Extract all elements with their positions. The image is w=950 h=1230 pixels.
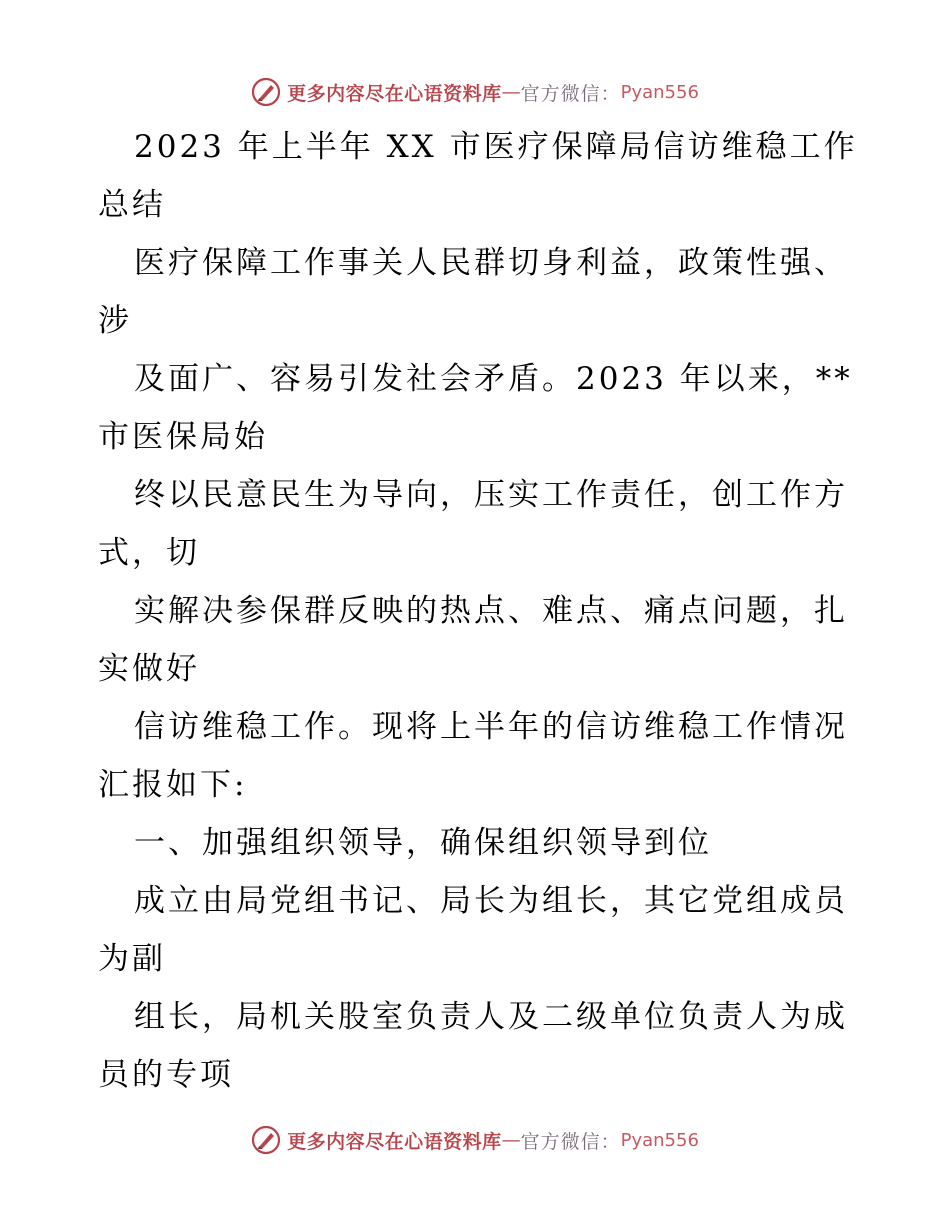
doc-text-line: 终以民意民生为导向，压实工作责任，创工作方 <box>134 477 848 513</box>
doc-text-line: 实做好 <box>98 651 200 687</box>
doc-text-line: 组长，局机关股室负责人及二级单位负责人为成 <box>134 999 848 1035</box>
banner-separator: — <box>501 1129 521 1151</box>
banner-wechat-label: 官方微信： <box>520 82 621 105</box>
section-heading: 一、加强组织领导，确保组织领导到位 <box>134 825 712 861</box>
doc-title-line: 2023 年上半年 XX 市医疗保障局信访维稳工作 <box>134 129 858 165</box>
banner-title: 更多内容尽在心语资料库 <box>287 82 502 105</box>
doc-text-line: 为副 <box>98 941 166 977</box>
doc-text-line: 市医保局始 <box>98 419 268 455</box>
doc-title-line: 总结 <box>98 187 166 223</box>
doc-text-line: 员的专项 <box>98 1057 234 1093</box>
doc-text-line: 及面广、容易引发社会矛盾。2023 年以来，** <box>134 361 853 397</box>
banner-wechat-label: 官方微信： <box>520 1130 621 1153</box>
red-quill-logo-icon <box>251 77 281 107</box>
doc-text-line: 实解决参保群反映的热点、难点、痛点问题，扎 <box>134 593 848 629</box>
doc-text-line: 式，切 <box>98 535 200 571</box>
doc-text-line: 医疗保障工作事关人民群切身利益，政策性强、 <box>134 245 848 281</box>
banner-title: 更多内容尽在心语资料库 <box>287 1130 502 1153</box>
header-banner <box>0 72 950 112</box>
doc-text-line: 汇报如下: <box>98 767 248 803</box>
footer-banner <box>0 1120 950 1160</box>
doc-text-line: 涉 <box>98 303 132 339</box>
banner-separator: — <box>501 81 521 103</box>
doc-text-line: 信访维稳工作。现将上半年的信访维稳工作情况 <box>134 709 848 745</box>
document-body <box>98 118 858 1104</box>
doc-text-line: 成立由局党组书记、局长为组长，其它党组成员 <box>134 883 848 919</box>
red-quill-logo-icon <box>251 1125 281 1155</box>
banner-wechat-id: Pyan556 <box>620 1129 699 1151</box>
banner-wechat-id: Pyan556 <box>620 81 699 103</box>
